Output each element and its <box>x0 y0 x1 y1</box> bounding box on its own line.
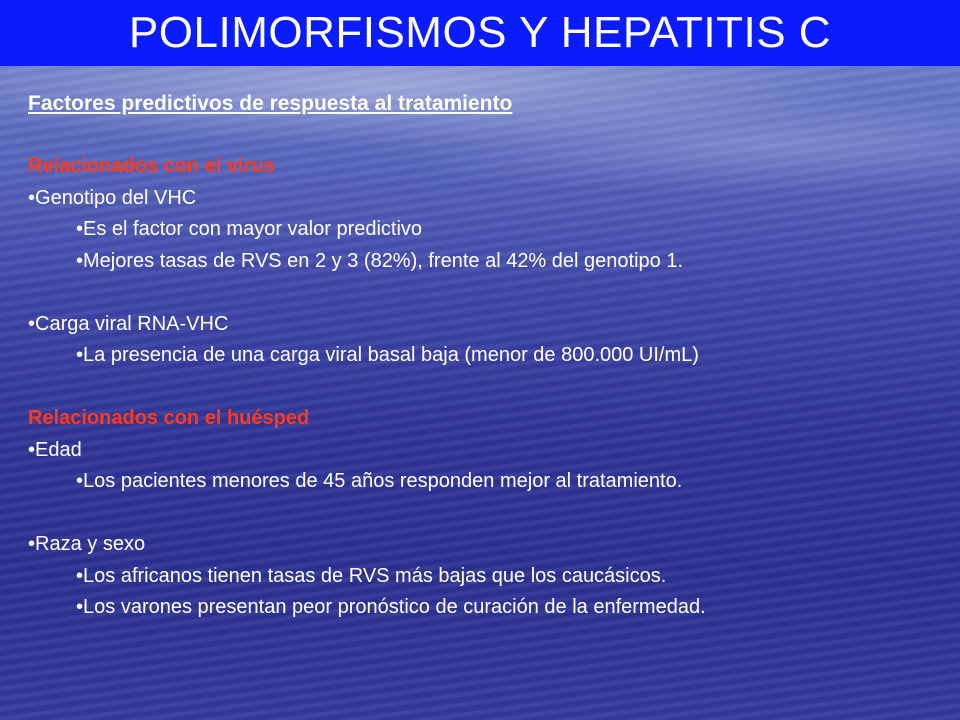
raza-item <box>28 592 948 624</box>
genotipo-bullet <box>28 183 948 215</box>
raza-item-text: Los africanos tienen tasas de RVS más bajas que los caucásicos. <box>83 564 667 587</box>
edad-item-text: Los pacientes menores de 45 años responden mejor al tratamiento. <box>83 470 683 492</box>
raza-item <box>28 561 948 593</box>
spacer <box>28 498 948 530</box>
edad-item <box>28 466 948 498</box>
raza-label: Raza y sexo <box>35 533 146 555</box>
spacer <box>28 372 948 404</box>
genotipo-label: Genotipo del VHC <box>35 186 197 209</box>
carga-item-text: La presencia de una carga viral basal baja (menor de 800.000 UI/mL) <box>83 344 699 366</box>
carga-label: Carga viral RNA-VHC <box>35 312 229 335</box>
edad-bullet <box>28 435 948 467</box>
slide-content <box>28 88 948 624</box>
genotipo-item <box>28 214 948 246</box>
carga-item <box>28 340 948 372</box>
virus-section-label: Relacionados con el virus <box>28 155 275 177</box>
huesped-section-label: Relacionados con el huésped <box>28 407 310 429</box>
spacer <box>28 277 948 309</box>
genotipo-item <box>28 246 948 278</box>
slide-title: POLIMORFISMOS Y HEPATITIS C <box>128 8 832 57</box>
carga-bullet <box>28 309 948 341</box>
spacer <box>28 120 948 152</box>
genotipo-item-text: Mejores tasas de RVS en 2 y 3 (82%), frente al 42% del genotipo 1. <box>83 249 683 272</box>
section-heading: Factores predictivos de respuesta al tratamiento <box>28 92 513 115</box>
edad-label: Edad <box>35 438 82 461</box>
genotipo-item-text: Es el factor con mayor valor predictivo <box>83 218 423 240</box>
title-bar <box>0 0 960 66</box>
raza-item-text: Los varones presentan peor pronóstico de curación de la enfermedad. <box>83 596 706 618</box>
raza-bullet <box>28 529 948 561</box>
